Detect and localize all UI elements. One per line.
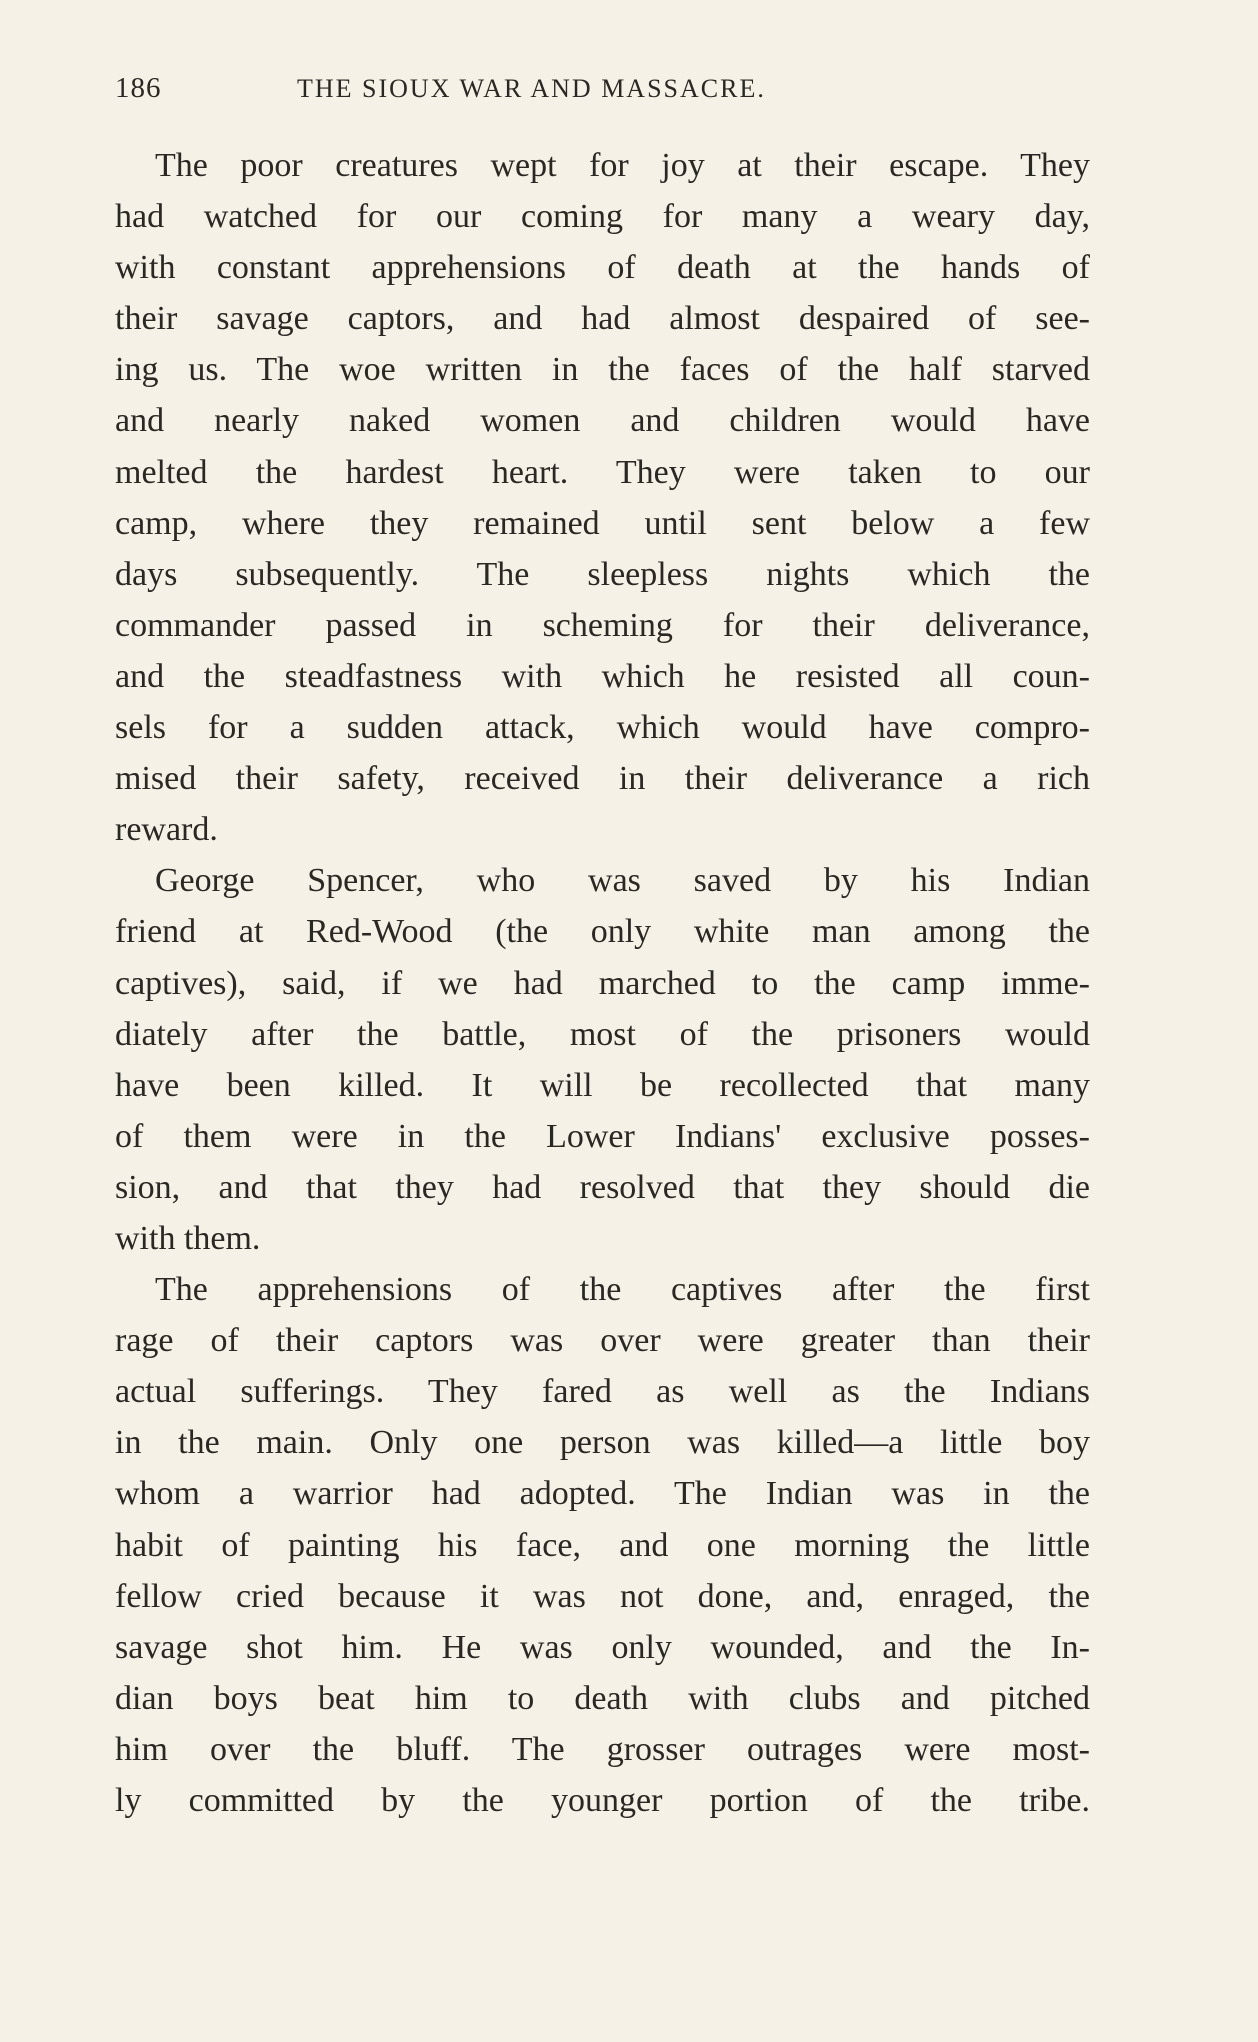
text-line: of them were in the Lower Indians' exclusive posses- <box>115 1117 1090 1155</box>
paragraph-1 <box>115 140 1090 855</box>
text-line: George Spencer, who was saved by his Indian <box>155 862 1090 900</box>
text-line: friend at Red-Wood (the only white man among the <box>115 913 1090 951</box>
text-line: days subsequently. The sleepless nights which the <box>115 555 1090 593</box>
text-line: sels for a sudden attack, which would have compro- <box>115 709 1090 747</box>
text-line: mised their safety, received in their deliverance a rich <box>115 760 1090 798</box>
text-line: ing us. The woe written in the faces of the half starved <box>115 351 1090 389</box>
text-line: and the steadfastness with which he resisted all coun- <box>115 657 1090 695</box>
paragraph-3 <box>115 1264 1090 1826</box>
text-line: The apprehensions of the captives after the first <box>155 1271 1090 1309</box>
text-line: The poor creatures wept for joy at their escape. They <box>155 147 1090 184</box>
text-line: had watched for our coming for many a weary day, <box>115 198 1090 236</box>
text-line: with constant apprehensions of death at the hands of <box>115 249 1090 287</box>
text-line: melted the hardest heart. They were taken to our <box>115 453 1090 491</box>
text-line: their savage captors, and had almost despaired of see- <box>115 300 1090 338</box>
text-line: fellow cried because it was not done, and, enraged, the <box>115 1577 1090 1615</box>
text-line: rage of their captors was over were greater than their <box>115 1322 1090 1360</box>
text-line: whom a warrior had adopted. The Indian was in the <box>115 1475 1090 1513</box>
page-number: 186 <box>115 72 162 104</box>
running-head <box>115 72 1090 112</box>
text-line: habit of painting his face, and one morning the little <box>115 1526 1090 1564</box>
text-line: ly committed by the younger portion of the tribe. <box>115 1782 1090 1819</box>
body-text <box>115 140 1090 1826</box>
text-line: him over the bluff. The grosser outrages were most- <box>115 1730 1090 1768</box>
text-line: dian boys beat him to death with clubs and pitched <box>115 1679 1090 1717</box>
text-line: with them. <box>115 1219 261 1257</box>
text-line: savage shot him. He was only wounded, and the In- <box>115 1628 1090 1666</box>
text-line: commander passed in scheming for their deliverance, <box>115 606 1090 644</box>
text-line: and nearly naked women and children would have <box>115 402 1090 440</box>
text-line: have been killed. It will be recollected that many <box>115 1066 1090 1104</box>
running-title: THE SIOUX WAR AND MASSACRE. <box>297 74 766 103</box>
text-line: reward. <box>115 811 218 849</box>
text-line: actual sufferings. They fared as well as the Indians <box>115 1373 1090 1411</box>
text-line: camp, where they remained until sent below a few <box>115 504 1090 542</box>
text-line: in the main. Only one person was killed—a little boy <box>115 1424 1090 1462</box>
text-line: diately after the battle, most of the prisoners would <box>115 1015 1090 1053</box>
paragraph-2 <box>115 855 1090 1264</box>
text-line: captives), said, if we had marched to the camp imme- <box>115 964 1090 1002</box>
text-line: sion, and that they had resolved that they should die <box>115 1168 1090 1206</box>
